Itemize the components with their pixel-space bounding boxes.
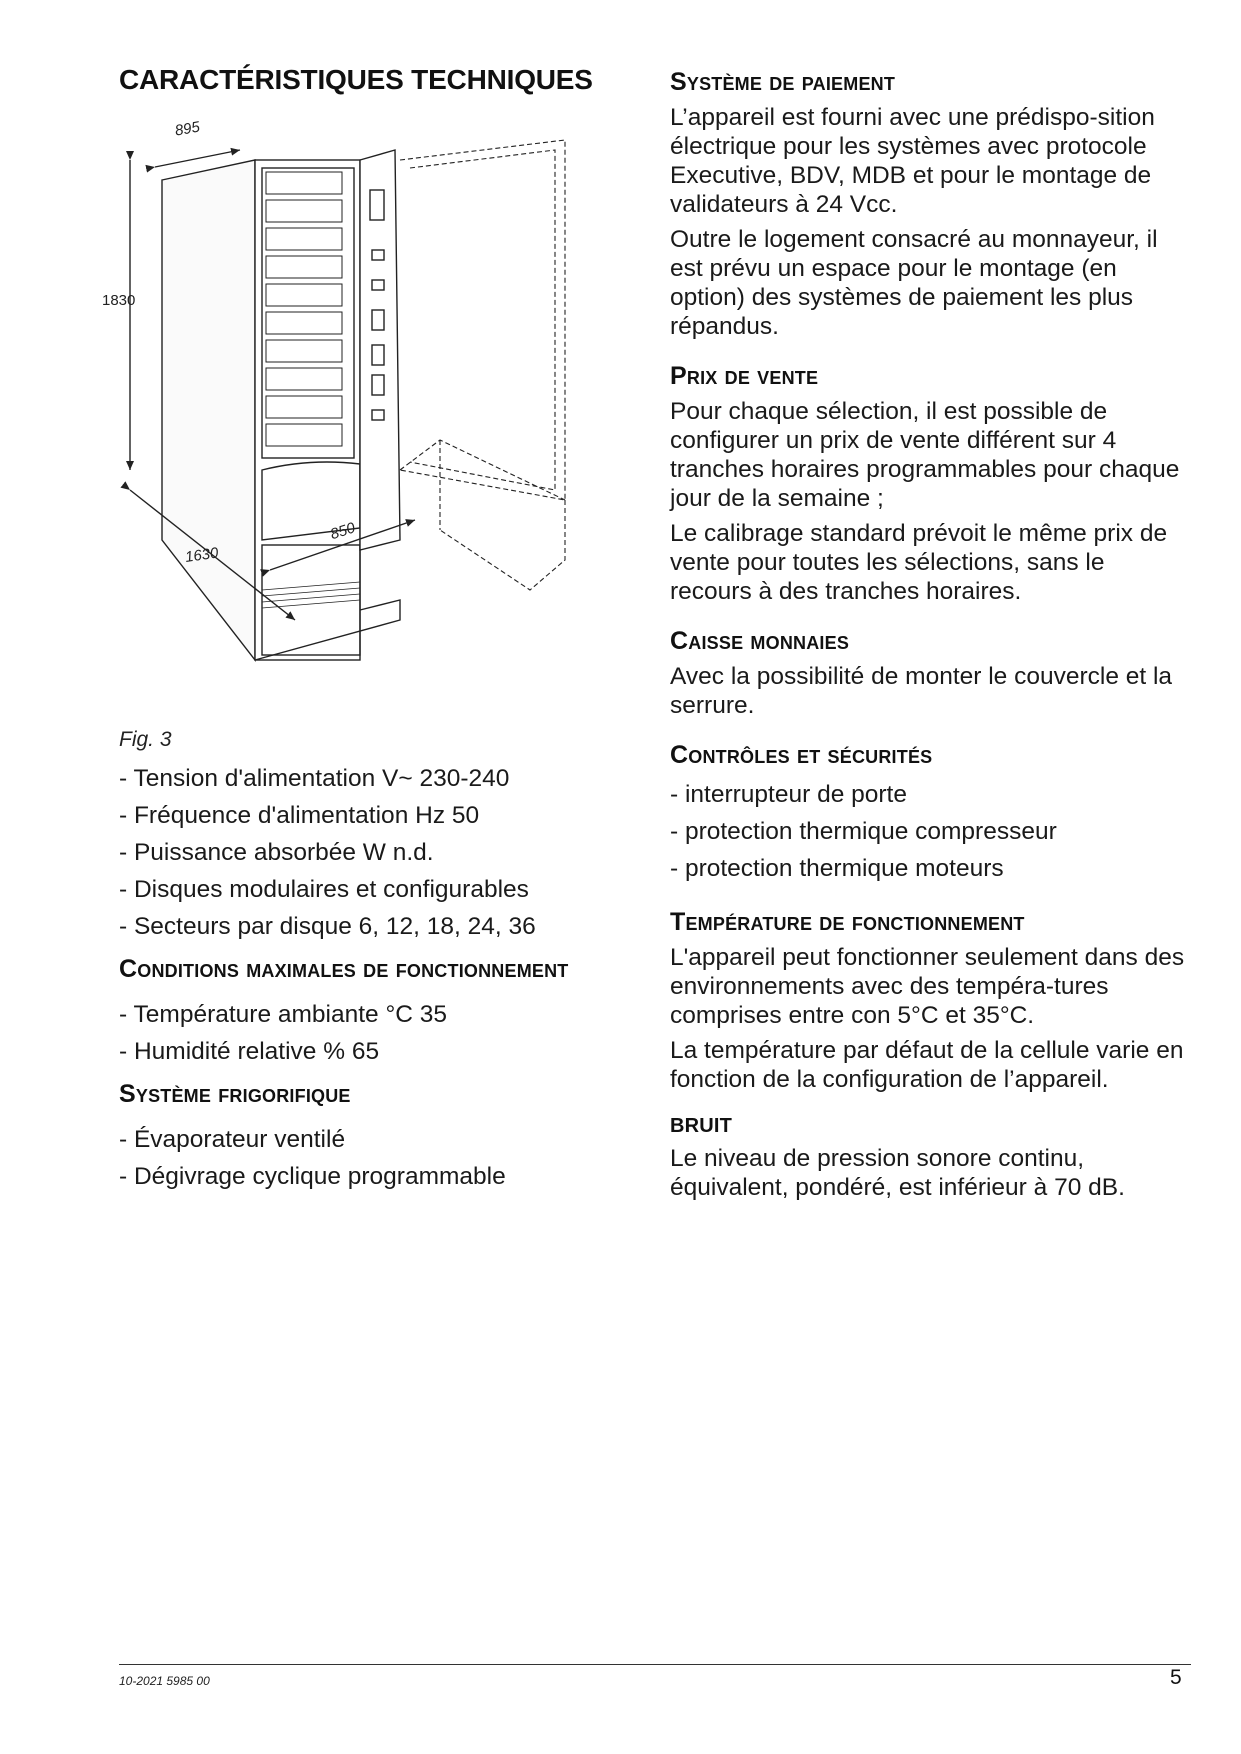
list-item: - interrupteur de porte — [670, 776, 1190, 813]
vending-machine-figure — [102, 118, 650, 710]
right-column — [670, 64, 1190, 1223]
figure-caption: Fig. 3 — [119, 728, 172, 751]
list-item: - protection thermique compresseur — [670, 813, 1190, 850]
section-heading-noise: BRUIT — [670, 1115, 733, 1137]
dimension-depth-label: 1630 — [184, 544, 220, 566]
section-payment — [670, 68, 1190, 341]
list-item: - Humidité relative % 65 — [119, 1033, 659, 1070]
dimension-width-label: 895 — [173, 118, 202, 140]
section-heading-temperature: Température de fonctionnement — [670, 908, 1025, 936]
section-heading-price: Prix de vente — [670, 362, 819, 390]
section-noise — [670, 1115, 1190, 1202]
list-item: - Secteurs par disque 6, 12, 18, 24, 36 — [119, 908, 659, 945]
paragraph: Le calibrage standard prévoit le même prix de vente pour toutes les sélections, sans le recours à des tranches horaires. — [670, 520, 1168, 605]
list-item: - Évaporateur ventilé — [119, 1121, 659, 1158]
section-heading-conditions: Conditions maximales de fonctionnement — [119, 955, 569, 983]
section-controls — [670, 741, 1190, 887]
footer-divider — [119, 1664, 1191, 1665]
dimension-front-label: 850 — [328, 519, 358, 544]
page-number: 5 — [1170, 1666, 1182, 1689]
section-heading-controls: Contrôles et sécurités — [670, 741, 933, 769]
controls-list — [670, 776, 1190, 887]
list-item: - Fréquence d'alimentation Hz 50 — [119, 797, 659, 834]
paragraph: Outre le logement consacré au monnayeur, il est prévu un espace pour le montage (en option) des systèmes de paiement les plus répandus. — [670, 226, 1158, 340]
section-heading-refrigeration: Système frigorifique — [119, 1080, 351, 1108]
list-item: - protection thermique moteurs — [670, 850, 1190, 887]
left-column — [119, 760, 659, 1195]
specs-list — [119, 760, 659, 945]
paragraph: L’appareil est fourni avec une prédispo-sition électrique pour les systèmes avec protocole Executive, BDV, MDB et pour le montage de validateurs à 24 Vcc. — [670, 104, 1155, 218]
paragraph: Pour chaque sélection, il est possible de configurer un prix de vente différent sur 4 tranches horaires programmables pour chaque jour de la semaine ; — [670, 398, 1180, 512]
section-price — [670, 362, 1190, 606]
section-temperature — [670, 908, 1190, 1094]
document-code: 10-2021 5985 00 — [119, 1674, 210, 1688]
list-item: - Tension d'alimentation V~ 230-240 — [119, 760, 659, 797]
paragraph: Avec la possibilité de monter le couvercle et la serrure. — [670, 663, 1173, 719]
section-cashbox — [670, 627, 1190, 720]
conditions-list — [119, 996, 659, 1070]
paragraph: La température par défaut de la cellule varie en fonction de la configuration de l’appareil. — [670, 1037, 1184, 1093]
paragraph: L'appareil peut fonctionner seulement dans des environnements avec des tempéra-tures comprises entre con 5°C et 35°C. — [670, 944, 1185, 1029]
section-heading-cashbox: Caisse monnaies — [670, 627, 850, 655]
refrigeration-list — [119, 1121, 659, 1195]
paragraph: Le niveau de pression sonore continu, équivalent, pondéré, est inférieur à 70 dB. — [670, 1145, 1125, 1201]
list-item: - Dégivrage cyclique programmable — [119, 1158, 659, 1195]
list-item: - Température ambiante °C 35 — [119, 996, 659, 1033]
list-item: - Puissance absorbée W n.d. — [119, 834, 659, 871]
dimension-height-label: 1830 — [102, 292, 136, 309]
list-item: - Disques modulaires et configurables — [119, 871, 659, 908]
page-title: CARACTÉRISTIQUES TECHNIQUES — [119, 64, 593, 95]
section-heading-payment: Système de paiement — [670, 68, 896, 96]
